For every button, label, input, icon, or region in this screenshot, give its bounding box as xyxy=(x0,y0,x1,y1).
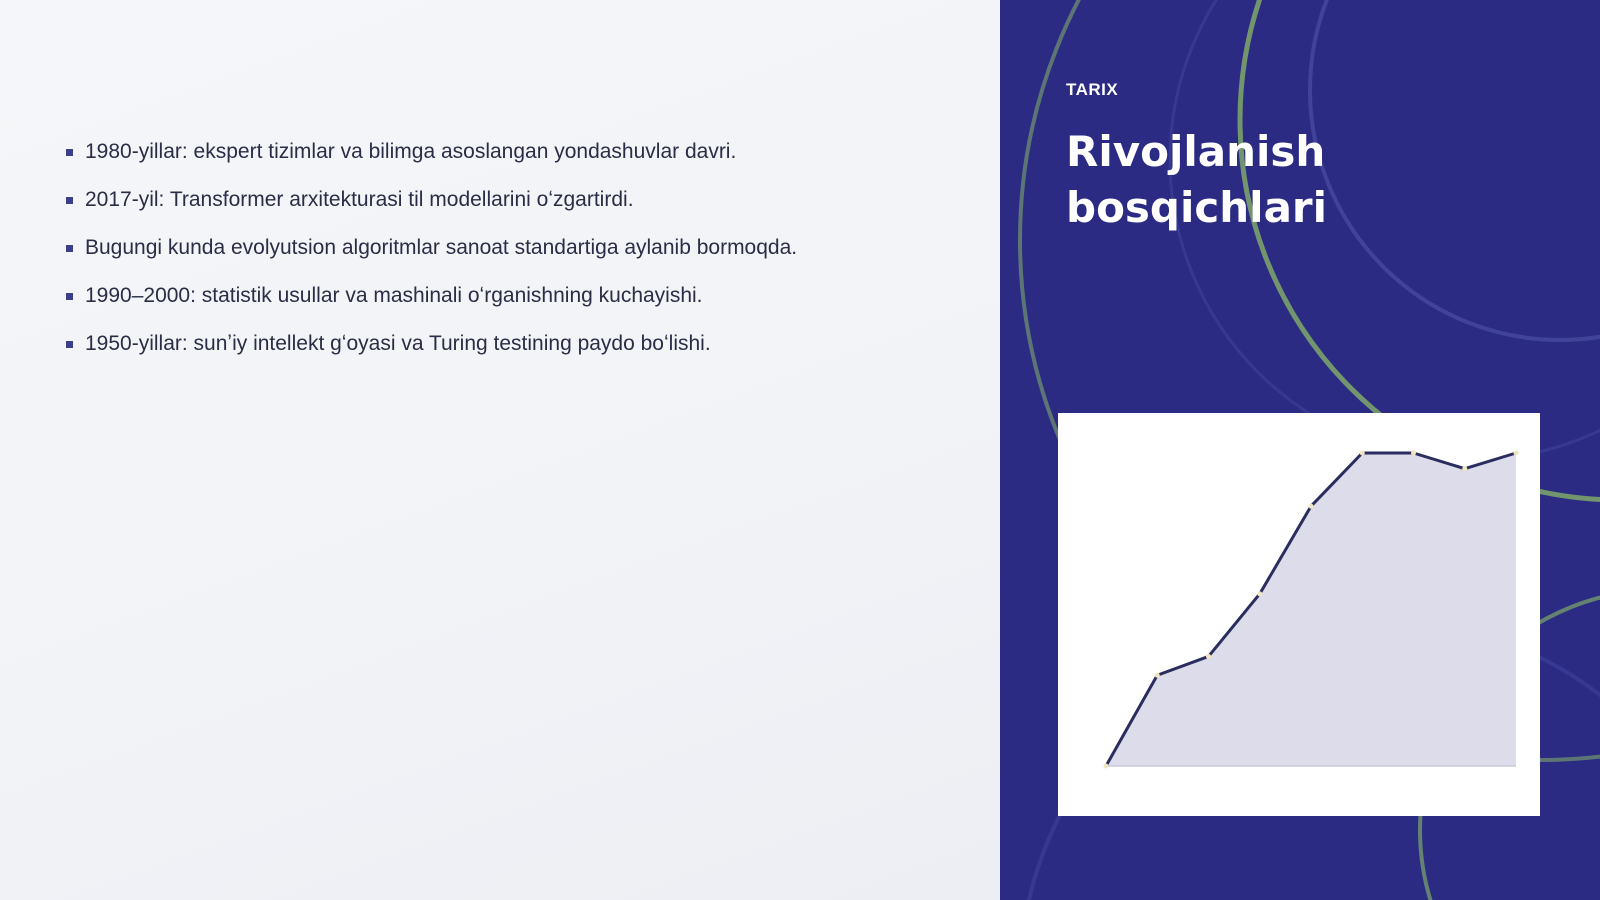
area-chart xyxy=(1058,413,1540,816)
bullet-square-icon xyxy=(66,197,73,204)
data-point xyxy=(1360,451,1365,456)
data-point xyxy=(1104,764,1109,769)
data-point xyxy=(1411,451,1416,456)
bullet-text: 1980-yillar: ekspert tizimlar va bilimga asoslangan yondashuvlar davri. xyxy=(85,140,737,163)
bullet-square-icon xyxy=(66,341,73,348)
bullet-square-icon xyxy=(66,293,73,300)
data-point xyxy=(1155,673,1160,678)
data-point xyxy=(1514,451,1519,456)
slide-title: Rivojlanish bosqichlari xyxy=(1066,127,1328,232)
bullet-item xyxy=(66,185,966,233)
bullet-square-icon xyxy=(66,245,73,252)
data-point xyxy=(1462,466,1467,471)
bullet-item xyxy=(66,329,966,377)
bullet-item xyxy=(66,137,966,185)
bullet-square-icon xyxy=(66,149,73,156)
title-panel xyxy=(1000,0,1600,900)
bullet-text: 1950-yillar: sunʼiy intellekt gʻoyasi va Turing testining paydo boʻlishi. xyxy=(85,332,711,355)
bullet-item xyxy=(66,233,966,281)
bullet-list xyxy=(66,137,966,377)
chart-card xyxy=(1058,413,1540,816)
area-fill xyxy=(1106,453,1516,766)
data-point xyxy=(1206,654,1211,659)
bullet-item xyxy=(66,281,966,329)
data-point xyxy=(1257,591,1262,596)
section-label: TARIX xyxy=(1066,80,1119,99)
bullet-text: 1990–2000: statistik usullar va mashinali oʻrganishning kuchayishi. xyxy=(85,284,703,307)
data-point xyxy=(1309,504,1314,509)
bullet-text: 2017-yil: Transformer arxitekturasi til modellarini oʻzgartirdi. xyxy=(85,188,634,211)
bullet-text: Bugungi kunda evolyutsion algoritmlar sanoat standartiga aylanib bormoqda. xyxy=(85,236,798,259)
